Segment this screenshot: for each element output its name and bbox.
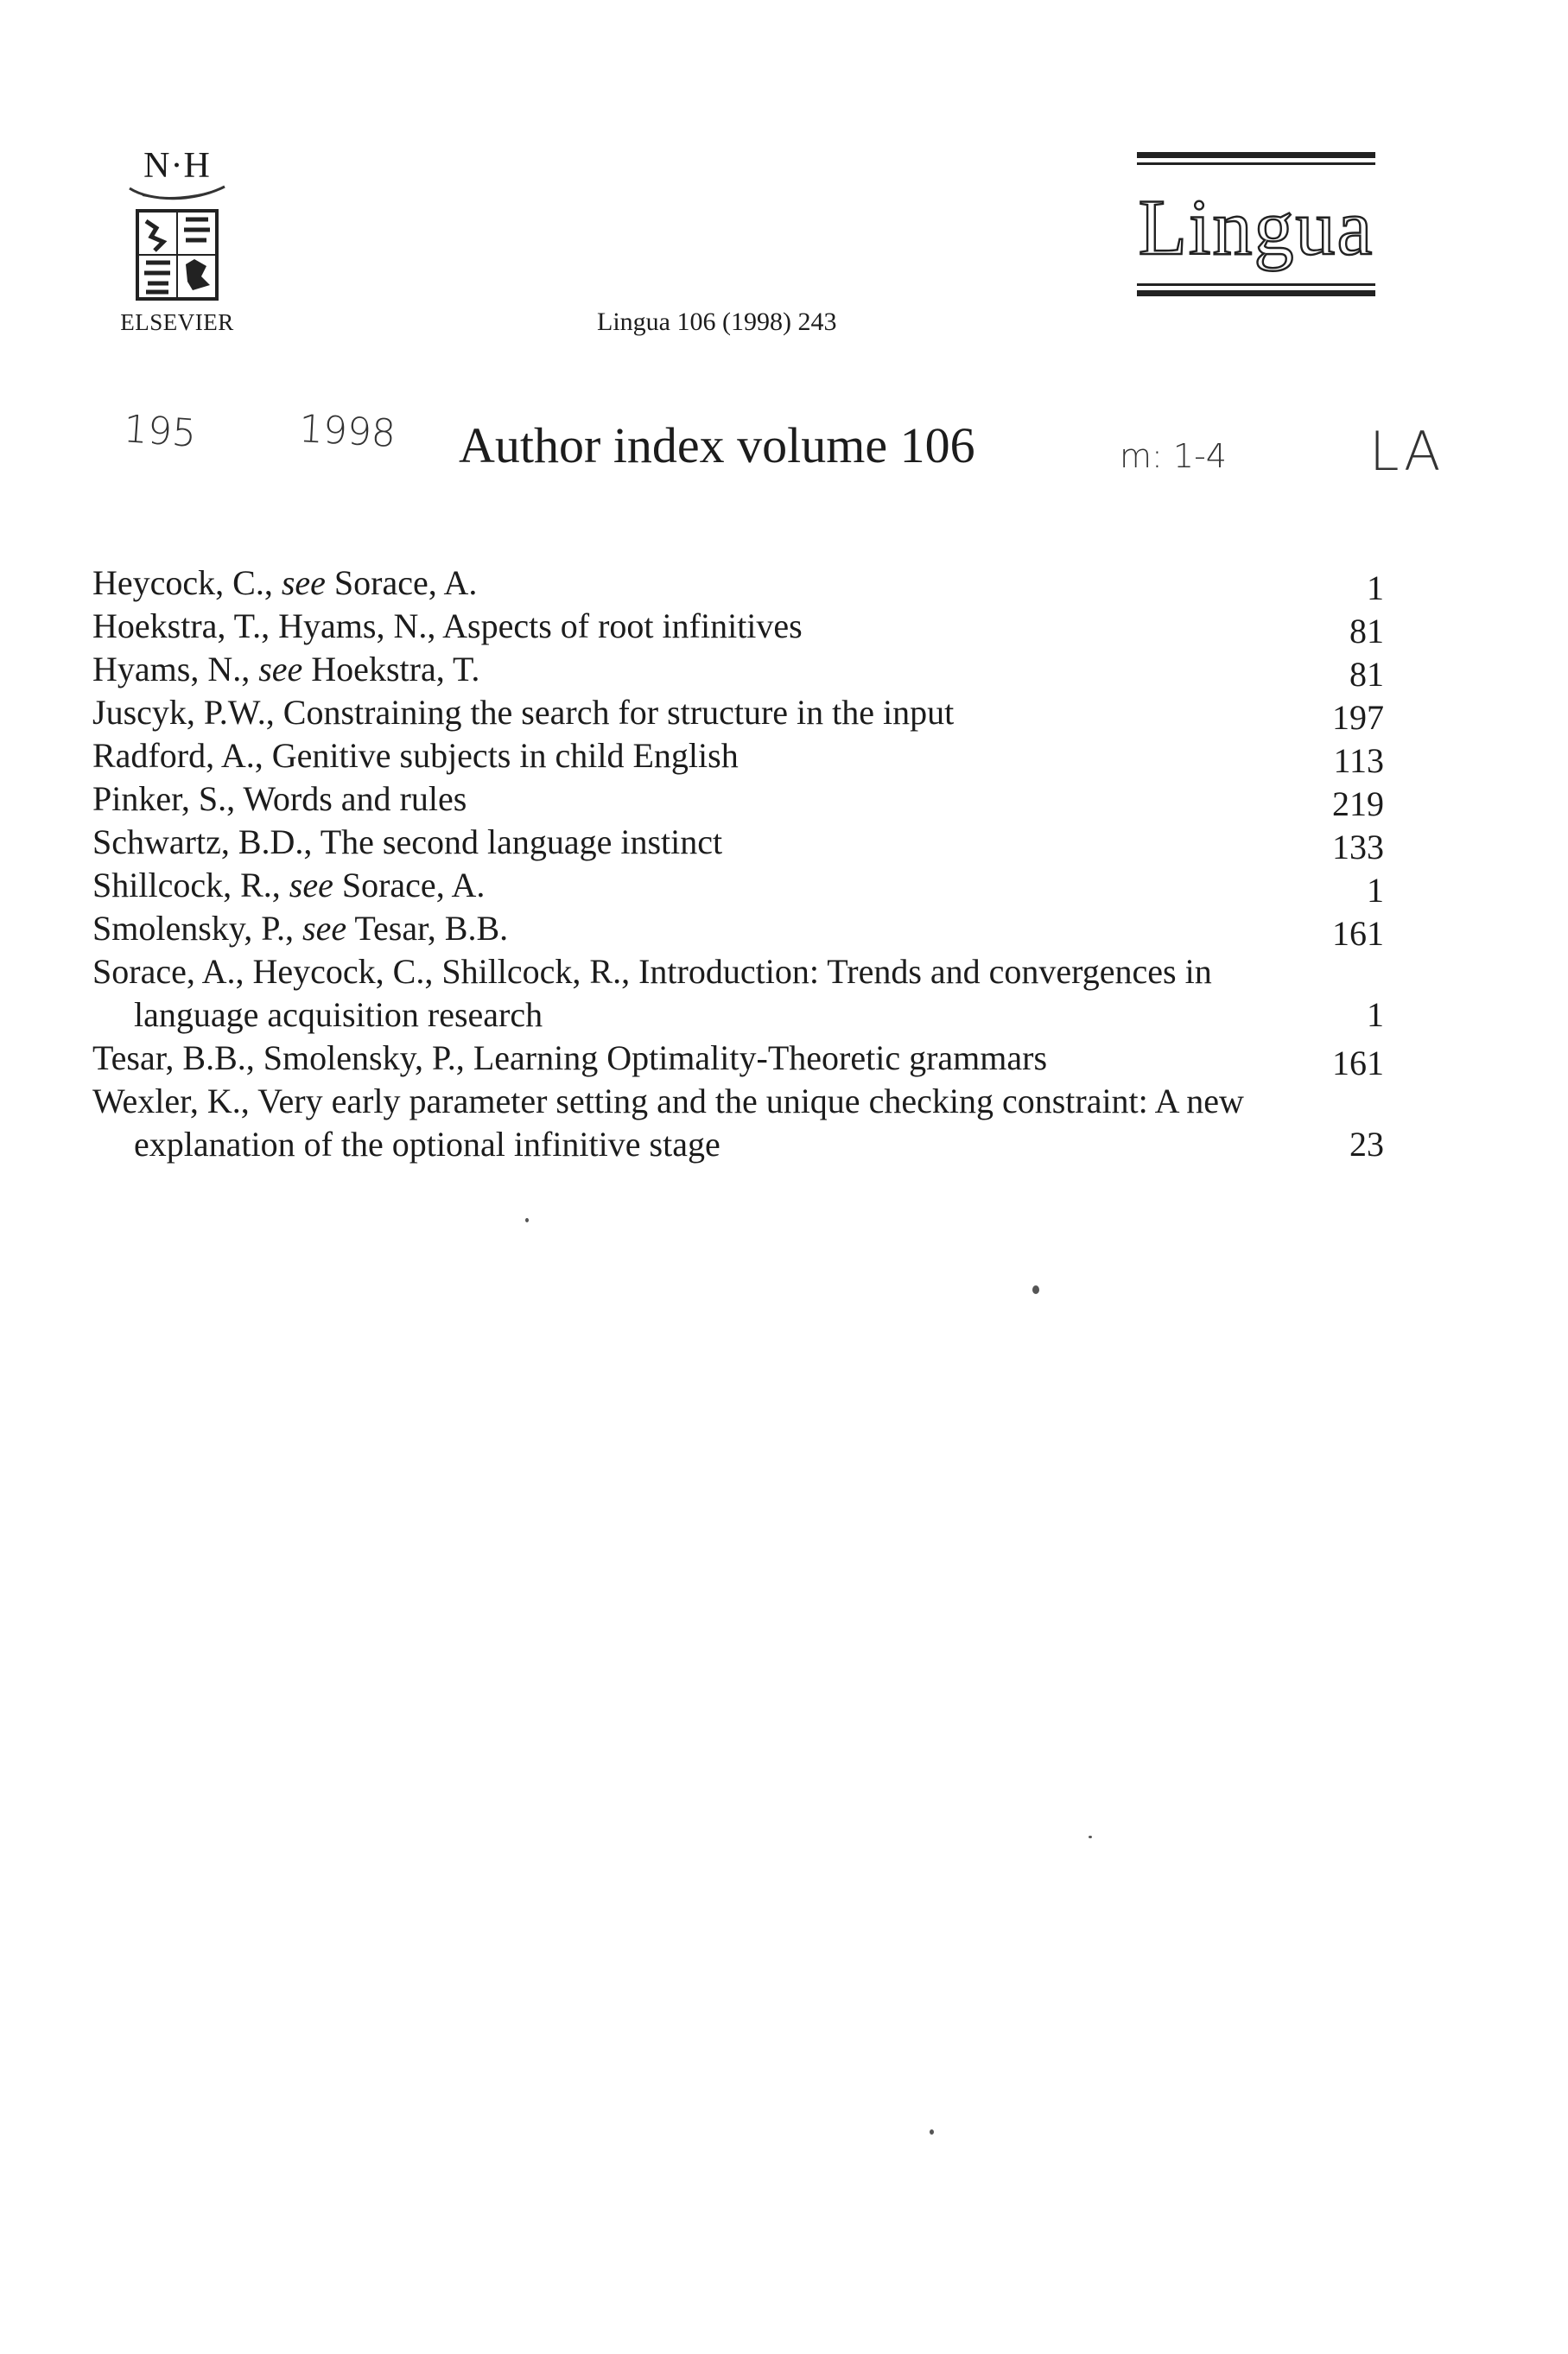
top-rule: [1137, 152, 1375, 169]
entry-see: see: [281, 563, 326, 602]
scan-speck: [930, 2129, 934, 2135]
entry-title: Very early parameter setting and the unique checking constraint: A new explanation of the optional infinitive stage: [134, 1082, 1244, 1164]
handwritten-note: m: 1-4: [1120, 437, 1227, 475]
entry-author: Shillcock, R.,: [92, 866, 281, 904]
entry-see: see: [302, 909, 347, 948]
entry-title: Sorace, A.: [333, 563, 478, 602]
scan-speck: [525, 1218, 529, 1222]
entry-see: see: [289, 866, 333, 904]
entry-title: Hoekstra, T.: [311, 650, 480, 688]
logo-swash-icon: [125, 183, 229, 202]
entry-title: Tesar, B.B.: [354, 909, 509, 948]
entry-title: Sorace, A.: [341, 866, 486, 904]
entry-author: Radford, A.,: [92, 736, 263, 775]
entry-title: Words and rules: [243, 779, 467, 818]
index-entry: [92, 691, 1384, 737]
entry-author: Hyams, N.,: [92, 650, 251, 688]
page-title: Author index volume 106: [459, 417, 975, 473]
publisher-name: ELSEVIER: [120, 309, 234, 335]
entry-page-number: 23: [1349, 1125, 1384, 1164]
scan-speck: [1089, 1836, 1092, 1838]
index-entry: [92, 950, 1384, 1037]
entry-page-number: 81: [1349, 612, 1384, 650]
entry-title: Genitive subjects in child English: [271, 736, 739, 775]
entry-page-number: 1: [1367, 871, 1384, 910]
entry-page-number: 1: [1367, 995, 1384, 1034]
journal-citation: Lingua 106 (1998) 243: [597, 308, 837, 336]
handwritten-note: 1998: [297, 407, 397, 456]
bottom-rule: [1137, 283, 1375, 301]
index-entry: [92, 562, 1384, 605]
entry-page-number: 219: [1332, 784, 1384, 823]
handwritten-note: LA: [1369, 420, 1444, 483]
handwritten-note: 195: [122, 407, 198, 456]
index-entry: [92, 777, 1384, 821]
entry-author: Sorace, A., Heycock, C., Shillcock, R.,: [92, 952, 631, 991]
author-index-list: [92, 562, 1384, 1166]
entry-author: Smolensky, P.,: [92, 909, 295, 948]
entry-title: Learning Optimality-Theoretic grammars: [473, 1038, 1048, 1077]
entry-see: see: [258, 650, 303, 688]
publisher-logo: [104, 146, 251, 336]
entry-title: Aspects of root infinitives: [442, 606, 803, 645]
elsevier-crest-icon: [134, 207, 220, 302]
entry-page-number: 197: [1332, 698, 1384, 737]
entry-author: Schwartz, B.D.,: [92, 822, 313, 861]
entry-author: Juscyk, P.W.,: [92, 693, 275, 732]
index-entry: [92, 734, 1384, 780]
logo-monogram: N·H: [143, 146, 211, 186]
entry-page-number: 113: [1333, 741, 1384, 780]
entry-page-number: 161: [1332, 1044, 1384, 1082]
index-entry: [92, 864, 1384, 910]
index-entry: [92, 821, 1384, 864]
journal-name: Lingua: [1138, 183, 1374, 271]
index-entry: [92, 605, 1384, 648]
entry-author: Hoekstra, T., Hyams, N.,: [92, 606, 436, 645]
scan-speck: [1032, 1285, 1039, 1294]
entry-author: Tesar, B.B., Smolensky, P.,: [92, 1038, 465, 1077]
entry-page-number: 161: [1332, 914, 1384, 953]
entry-title: The second language instinct: [320, 822, 723, 861]
index-entry: [92, 648, 1384, 694]
entry-author: Pinker, S.,: [92, 779, 236, 818]
index-entry: [92, 1080, 1384, 1166]
entry-author: Heycock, C.,: [92, 563, 273, 602]
journal-mark: [1137, 152, 1375, 301]
entry-title: Constraining the search for structure in the input: [282, 693, 955, 732]
entry-page-number: 1: [1367, 568, 1384, 607]
entry-page-number: 81: [1349, 655, 1384, 694]
entry-author: Wexler, K.,: [92, 1082, 250, 1120]
index-entry: [92, 1037, 1384, 1080]
entry-page-number: 133: [1332, 828, 1384, 866]
index-entry: [92, 907, 1384, 953]
entry-title: Introduction: Trends and convergences in language acquisition research: [134, 952, 1212, 1034]
